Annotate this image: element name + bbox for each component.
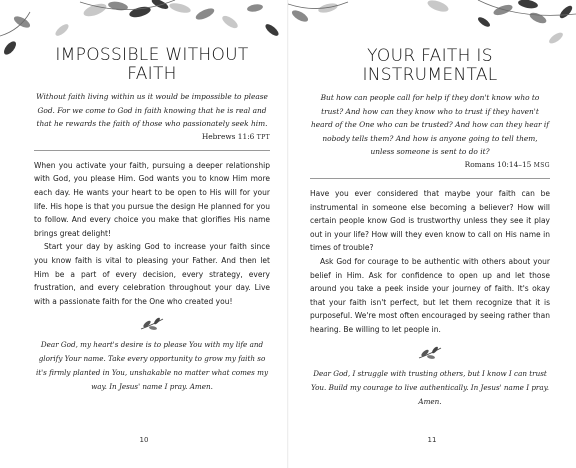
paragraph: Have you ever considered that maybe your faith can be instrumental in someone else becoming a believer? How will certain people know God is trustworthy unless they see it play out in your life? How will they even know to call on His name in times of trouble? [310, 188, 550, 253]
title-line: INSTRUMENTAL [362, 65, 498, 85]
verse-version: MSG [533, 161, 550, 169]
paragraph: Start your day by asking God to increase your faith since you know faith is vital to pleasing your Father. And then let Him be a part of every decision, every strategy, every frustration, and every celebration throughout your day. Live with a passionate faith for the One who created you! [34, 242, 270, 306]
paragraph: Ask God for courage to be authentic with others about your belief in Him. Ask for confidence to open up and let those around you take a peek inside your journey of faith. It's okay that your faith isn't perfect, but let them recognize that it is purposeful. We're most often encouraged by seeing rather than hearing. Be willing to let people in. [310, 256, 550, 334]
devotional-body [34, 159, 270, 309]
prayer: Dear God, I struggle with trusting others, but I know I can trust You. Build my courage to live authentically. In Jesus' name I pray. Amen. [310, 368, 550, 406]
sprig-icon [416, 345, 444, 361]
divider [34, 150, 270, 151]
scripture-verse: But how can people call for help if they don't know who to trust? And how can they know who to trust if they haven't heard of the One who can be trusted? And how can they hear if nobody tells them? And how is anyone going to tell them, unless someone is sent to do it? [311, 93, 549, 157]
scripture-reference [34, 131, 270, 144]
verse-ref: Romans 10:14–15 [464, 159, 532, 169]
verse-version: TPT [256, 133, 270, 141]
page-title: IMPOSSIBLE WITHOUT FAITH [55, 45, 249, 84]
divider [310, 178, 550, 179]
title-line: YOUR FAITH IS [367, 46, 493, 66]
scripture-verse: Without faith living within us it would be impossible to please God. For we come to God in faith knowing that he is real and that he rewards the faith of those who passionately seek him. [36, 92, 268, 129]
devotional-body [310, 187, 550, 337]
prayer: Dear God, my heart's desire is to please You with my life and glorify Your name. Take every opportunity to grow my faith so it's firmly planted in You, unshakable no matter what comes my way. In Jesus' name I pray. Amen. [35, 340, 269, 392]
page-number: 11 [427, 436, 437, 444]
verse-ref: Hebrews 11:6 [201, 131, 255, 141]
paragraph: When you activate your faith, pursuing a deeper relationship with God, you please Him. God wants you to know Him more each day. He wants your heart to be open to His will for your life. His hope is that you pursue the design He planned for you to follow. And every choice you make that glorifies His name brings great delight! [34, 160, 270, 238]
leaf-branch-icon [288, 0, 576, 64]
leaf-branch-icon [0, 0, 288, 64]
page-number: 10 [139, 436, 149, 444]
sprig-icon [138, 316, 166, 332]
scripture-reference [310, 159, 550, 172]
right-page [288, 0, 576, 468]
